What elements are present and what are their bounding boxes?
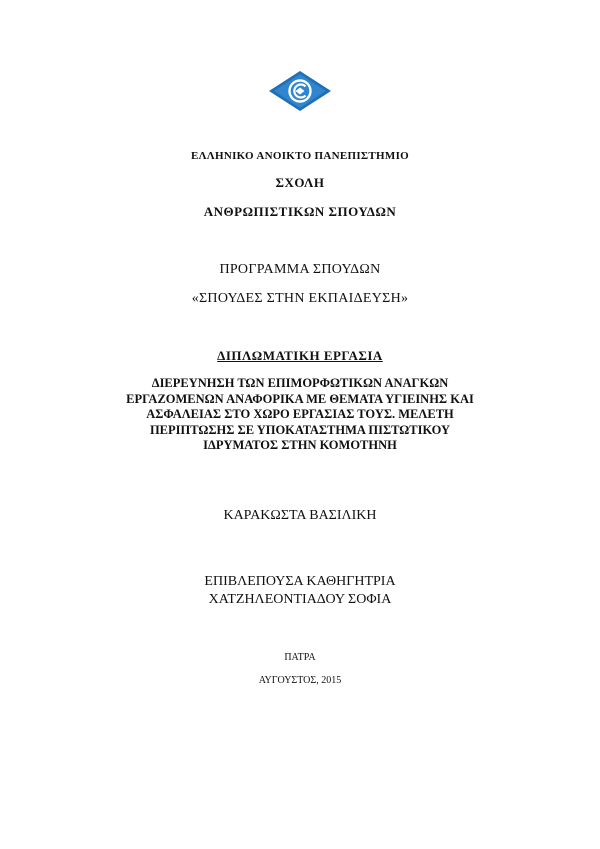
thesis-title-line: ΑΣΦΑΛΕΙΑΣ ΣΤΟ ΧΩΡΟ ΕΡΓΑΣΙΑΣ ΤΟΥΣ. ΜΕΛΕΤΗ xyxy=(146,407,454,421)
date: ΑΥΓΟΥΣΤΟΣ, 2015 xyxy=(258,675,342,686)
thesis-title-line: ΙΔΡΥΜΑΤΟΣ ΣΤΗΝ ΚΟΜΟΤΗΝΗ xyxy=(203,438,397,452)
thesis-title xyxy=(0,376,600,454)
school-name: ΣΧΟΛΗ xyxy=(275,175,325,190)
thesis-title-line: ΔΙΕΡΕΥΝΗΣΗ ΤΩΝ ΕΠΙΜΟΡΦΩΤΙΚΩΝ ΑΝΑΓΚΩΝ xyxy=(151,376,449,390)
supervisor-role: ΕΠΙΒΛΕΠΟΥΣΑ ΚΑΘΗΓΗΤΡΙΑ xyxy=(204,574,396,589)
city: ΠΑΤΡΑ xyxy=(284,652,316,663)
program-name: «ΣΠΟΥΔΕΣ ΣΤΗΝ ΕΚΠΑΙΔΕΥΣΗ» xyxy=(191,291,409,306)
department-name: ΑΝΘΡΩΠΙΣΤΙΚΩΝ ΣΠΟΥΔΩΝ xyxy=(203,204,397,219)
thesis-type: ΔΙΠΛΩΜΑΤΙΚΗ ΕΡΓΑΣΙΑ xyxy=(217,348,383,363)
thesis-title-line: ΠΕΡΙΠΤΩΣΗΣ ΣΕ ΥΠΟΚΑΤΑΣΤΗΜΑ ΠΙΣΤΩΤΙΚΟΥ xyxy=(149,422,451,437)
program-label: ΠΡΟΓΡΑΜΜΑ ΣΠΟΥΔΩΝ xyxy=(219,262,381,277)
author-name: ΚΑΡΑΚΩΣΤΑ ΒΑΣΙΛΙΚΗ xyxy=(223,508,377,523)
thesis-title-line: ΕΡΓΑΖΟΜΕΝΩΝ ΑΝΑΦΟΡΙΚΑ ΜΕ ΘΕΜΑΤΑ ΥΓΙΕΙΝΗΣ ΚΑΙ xyxy=(126,391,474,406)
supervisor-name: ΧΑΤΖΗΛΕΟΝΤΙΑΔΟΥ ΣΟΦΙΑ xyxy=(208,592,392,607)
university-name: ΕΛΛΗΝΙΚΟ ΑΝΟΙΚΤΟ ΠΑΝΕΠΙΣΤΗΜΙΟ xyxy=(190,150,410,162)
university-logo-icon xyxy=(268,70,332,112)
